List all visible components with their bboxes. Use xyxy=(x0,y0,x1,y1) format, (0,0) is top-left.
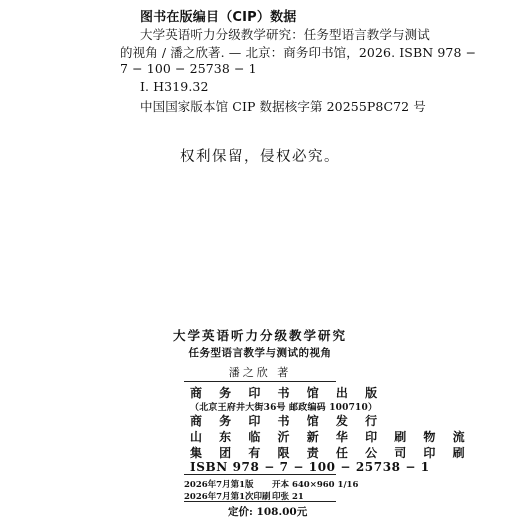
colophon-title: 大学英语听力分级教学研究 xyxy=(172,328,347,343)
cip-classification-line: Ⅰ. H319.32 xyxy=(140,79,209,94)
rights-notice: 权利保留，侵权必究。 xyxy=(180,149,340,165)
sheets-info: 印张 21 xyxy=(272,492,304,502)
colophon-subtitle: 任务型语言教学与测试的视角 xyxy=(188,347,332,359)
edition-info: 2026年7月第1版 xyxy=(184,480,254,490)
cip-title-line: 大学英语听力分级教学研究：任务型语言教学与测试 xyxy=(140,27,430,42)
printer-line-1: 山 东 临 沂 新 华 印 刷 物 流 xyxy=(190,430,472,444)
cip-author-line: 的视角 / 潘之欣著. — 北京：商务印书馆，2026. ISBN 978 − xyxy=(120,45,477,60)
colophon-author: 潘之欣 著 xyxy=(228,366,292,379)
cip-heading: 图书在版编目（CIP）数据 xyxy=(140,10,297,25)
price-label: 定价: 108.00元 xyxy=(228,506,308,518)
format-info: 开本 640×960 1/16 xyxy=(272,480,359,490)
divider-rule xyxy=(184,474,336,475)
cip-record-number-line: 中国国家版本馆 CIP 数据核字第 20255P8C72 号 xyxy=(140,99,426,114)
cip-isbn-line: 7 − 100 − 25738 − 1 xyxy=(120,61,257,76)
divider-rule xyxy=(184,381,336,382)
publisher-line: 商 务 印 书 馆 出 版 xyxy=(190,386,384,400)
printing-info: 2026年7月第1次印刷 xyxy=(184,492,271,502)
publisher-address: （北京王府井大街36号 邮政编码 100710） xyxy=(190,403,378,413)
distributor-line: 商 务 印 书 馆 发 行 xyxy=(190,414,384,428)
isbn-line: ISBN 978 − 7 − 100 − 25738 − 1 xyxy=(190,460,430,474)
printer-line-2: 集 团 有 限 责 任 公 司 印 刷 xyxy=(190,446,472,460)
divider-rule xyxy=(184,501,336,502)
